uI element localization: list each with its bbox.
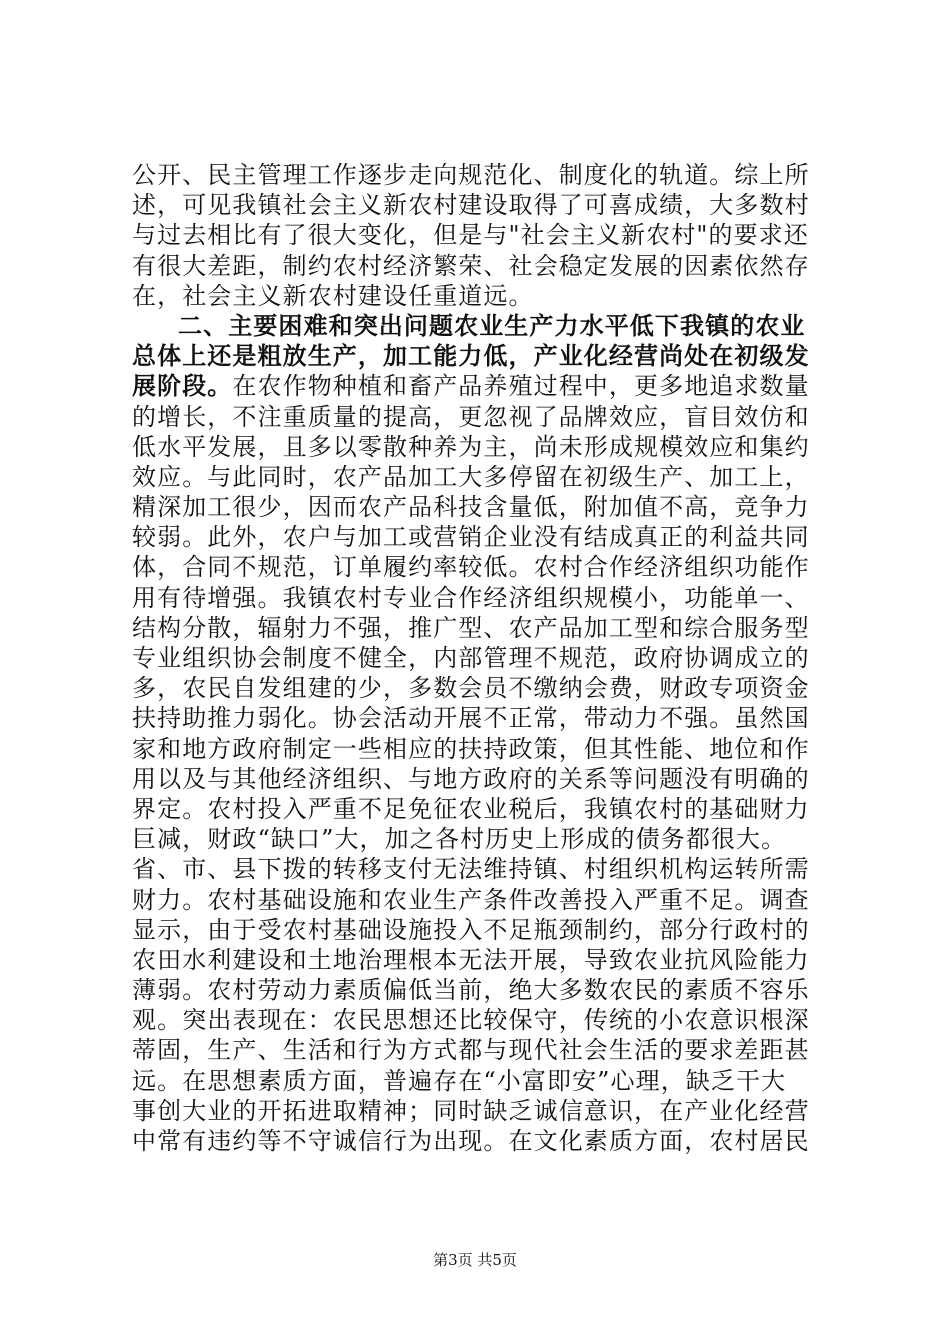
text-line: 中常有违约等不守诚信行为出现。在文化素质方面，农村居民 xyxy=(132,1127,810,1155)
text-line: 事创大业的开拓进取精神；同时缺乏诚信意识，在产业化经营 xyxy=(132,1096,810,1125)
text-line: 专业组织协会制度不健全，内部管理不规范，政府协调成立的 xyxy=(132,644,810,672)
text-line: 界定。农村投入严重不足免征农业税后，我镇农村的基础财力 xyxy=(132,794,810,823)
text-line: 远。在思想素质方面，普遍存在“小富即安”心理，缺乏干大 xyxy=(132,1066,787,1095)
text-line: 观。突出表现在：农民思想还比较保守，传统的小农意识根深 xyxy=(132,1006,810,1035)
text-line xyxy=(132,371,832,401)
text-line: 用有待增强。我镇农村专业合作经济组织规模小，功能单一、 xyxy=(132,583,810,612)
text-line: 的增长，不注重质量的提高，更忽视了品牌效应，盲目效仿和 xyxy=(132,402,810,431)
text-span: 在农作物种植和畜产品养殖过程中，更多地追求数量 xyxy=(232,372,810,401)
text-line: 结构分散，辐射力不强，推广型、农产品加工型和综合服务型 xyxy=(132,613,810,642)
text-line: 与过去相比有了很大变化，但是与"社会主义新农村"的要求还 xyxy=(132,221,809,250)
text-line: 省、市、县下拨的转移支付无法维持镇、村组织机构运转所需 xyxy=(132,855,810,884)
text-line: 蒂固，生产、生活和行为方式都与现代社会生活的要求差距甚 xyxy=(132,1036,810,1065)
page-number: 第3页 共5页 xyxy=(433,1251,517,1269)
text-line: 较弱。此外，农户与加工或营销企业没有结成真正的利益共同 xyxy=(132,523,810,552)
text-line: 农田水利建设和土地治理根本无法开展，导致农业抗风险能力 xyxy=(132,945,810,974)
text-line: 多，农民自发组建的少，多数会员不缴纳会费，财政专项资金 xyxy=(132,674,810,703)
text-line: 显示，由于受农村基础设施投入不足瓶颈制约，部分行政村的 xyxy=(132,915,810,944)
text-line: 述，可见我镇社会主义新农村建设取得了可喜成绩，大多数村 xyxy=(132,191,810,220)
document-body xyxy=(132,160,832,1156)
text-line: 家和地方政府制定一些相应的扶持政策，但其性能、地位和作 xyxy=(132,734,810,763)
text-line: 扶持助推力弱化。协会活动开展不正常，带动力不强。虽然国 xyxy=(132,704,810,733)
text-line: 有很大差距，制约农村经济繁荣、社会稳定发展的因素依然存 xyxy=(132,251,810,280)
text-line: 效应。与此同时，农产品加工大多停留在初级生产、加工上， xyxy=(132,462,810,491)
text-line: 低水平发展，且多以零散种养为主，尚未形成规模效应和集约 xyxy=(132,432,810,461)
section-heading-line: 二、主要困难和突出问题农业生产力水平低下我镇的农业 xyxy=(178,310,806,340)
page-footer xyxy=(0,1250,950,1270)
text-line: 薄弱。农村劳动力素质偏低当前，绝大多数农民的素质不容乐 xyxy=(132,976,810,1005)
text-line: 用以及与其他经济组织、与地方政府的关系等问题没有明确的 xyxy=(132,764,810,793)
text-line: 精深加工很少，因而农产品科技含量低，附加值不高，竞争力 xyxy=(132,493,810,522)
section-heading-line: 总体上还是粗放生产，加工能力低，产业化经营尚处在初级发 xyxy=(132,341,810,371)
text-line: 财力。农村基础设施和农业生产条件改善投入严重不足。调查 xyxy=(132,885,810,914)
section-heading-tail: 展阶段。 xyxy=(132,371,233,401)
text-line: 巨减，财政“缺口”大，加之各村历史上形成的债务都很大。 xyxy=(132,825,787,854)
text-line: 体，合同不规范，订单履约率较低。农村合作经济组织功能作 xyxy=(132,553,810,582)
text-line: 在，社会主义新农村建设任重道远。 xyxy=(132,281,534,310)
text-line: 公开、民主管理工作逐步走向规范化、制度化的轨道。综上所 xyxy=(132,161,810,189)
